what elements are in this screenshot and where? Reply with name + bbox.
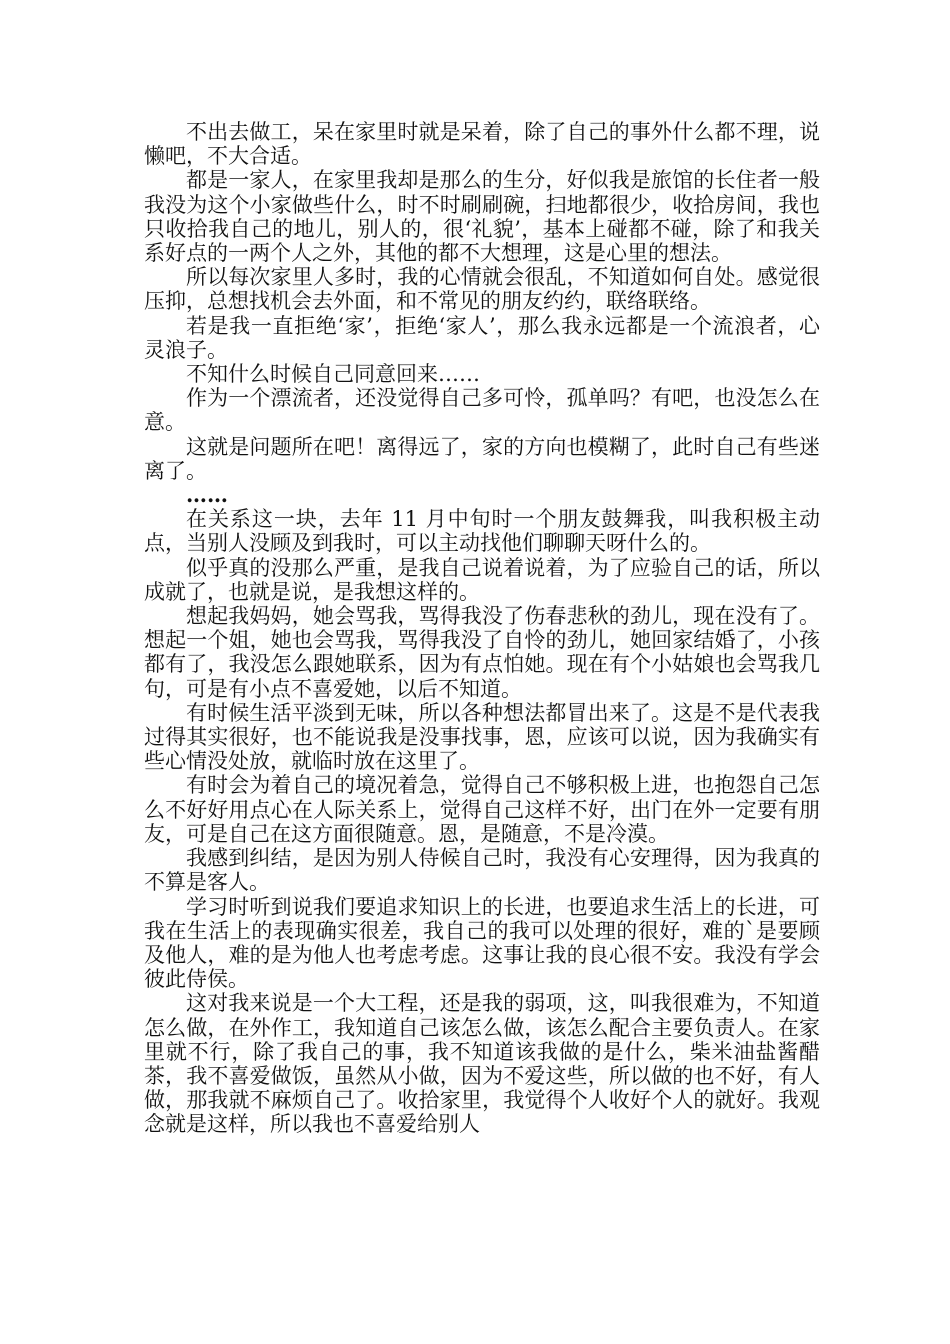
paragraph: 有时会为着自己的境况着急，觉得自己不够积极上进，也抱怨自己怎么不好好用点心在人际关系上，觉得自己这样不好，出门在外一定要有朋友，可是自己在这方面很随意。恩，是随意，不是冷漠。	[144, 773, 820, 846]
ellipsis-separator: ……	[186, 482, 228, 508]
paragraph: 所以每次家里人多时，我的心情就会很乱，不知道如何自处。感觉很压抑，总想找机会去外面，和不常见的朋友约约，联络联络。	[144, 265, 820, 314]
paragraph: 想起我妈妈，她会骂我，骂得我没了伤春悲秋的劲儿，现在没有了。想起一个姐，她也会骂我，骂得我没了自怜的劲儿，她回家结婚了，小孩都有了，我没怎么跟她联系，因为有点怕她。现在有个小姑娘也会骂我几句，可是有小点不喜爱她，以后不知道。	[144, 604, 820, 701]
paragraph: 在关系这一块，去年 11 月中旬时一个朋友鼓舞我，叫我积极主动点，当别人没顾及到我时，可以主动找他们聊聊天呀什么的。	[144, 507, 820, 556]
paragraph: 这对我来说是一个大工程，还是我的弱项，这，叫我很难为，不知道怎么做，在外作工，我知道自己该怎么做，该怎么配合主要负责人。在家里就不行，除了我自己的事，我不知道该我做的是什么，柴米油盐酱醋茶，我不喜爱做饭，虽然从小做，因为不爱这些，所以做的也不好，有人做，那我就不麻烦自己了。收拾家里，我觉得个人收好个人的就好。我观念就是这样，所以我也不喜爱给别人	[144, 991, 820, 1137]
paragraph: 作为一个漂流者，还没觉得自己多可怜，孤单吗？有吧，也没怎么在意。	[144, 386, 820, 435]
paragraph: 这就是问题所在吧！离得远了，家的方向也模糊了，此时自己有些迷离了。	[144, 434, 820, 483]
paragraph: 不知什么时候自己同意回来……	[186, 362, 480, 387]
paragraph: 我感到纠结，是因为别人侍候自己时，我没有心安理得，因为我真的不算是客人。	[144, 846, 820, 895]
paragraph: 有时候生活平淡到无味，所以各种想法都冒出来了。这是不是代表我过得其实很好，也不能说我是没事找事，恩，应该可以说，因为我确实有些心情没处放，就临时放在这里了。	[144, 700, 820, 774]
document-body	[144, 120, 820, 1137]
paragraph: 不出去做工，呆在家里时就是呆着，除了自己的事外什么都不理，说懒吧，不大合适。	[144, 120, 820, 169]
paragraph: 学习时听到说我们要追求知识上的长进，也要追求生活上的长进，可我在生活上的表现确实很差，我自己的我可以处理的很好，难的`是要顾及他人，难的是为他人也考虑考虑。这事让我的良心很不安。我没有学会彼此侍侯。	[144, 894, 820, 992]
paragraph: 若是我一直拒绝‘家’，拒绝‘家人’，那么我永远都是一个流浪者，心灵浪子。	[144, 313, 820, 362]
paragraph: 似乎真的没那么严重，是我自己说着说着，为了应验自己的话，所以成就了，也就是说，是我想这样的。	[144, 555, 820, 604]
paragraph: 都是一家人，在家里我却是那么的生分，好似我是旅馆的长住者一般我没为这个小家做些什么，时不时刷刷碗，扫地都很少，收拾房间，我也只收拾我自己的地儿，别人的，很‘礼貌’，基本上碰都不碰，除了和我关系好点的一两个人之外，其他的都不大想理，这是心里的想法。	[144, 168, 820, 266]
